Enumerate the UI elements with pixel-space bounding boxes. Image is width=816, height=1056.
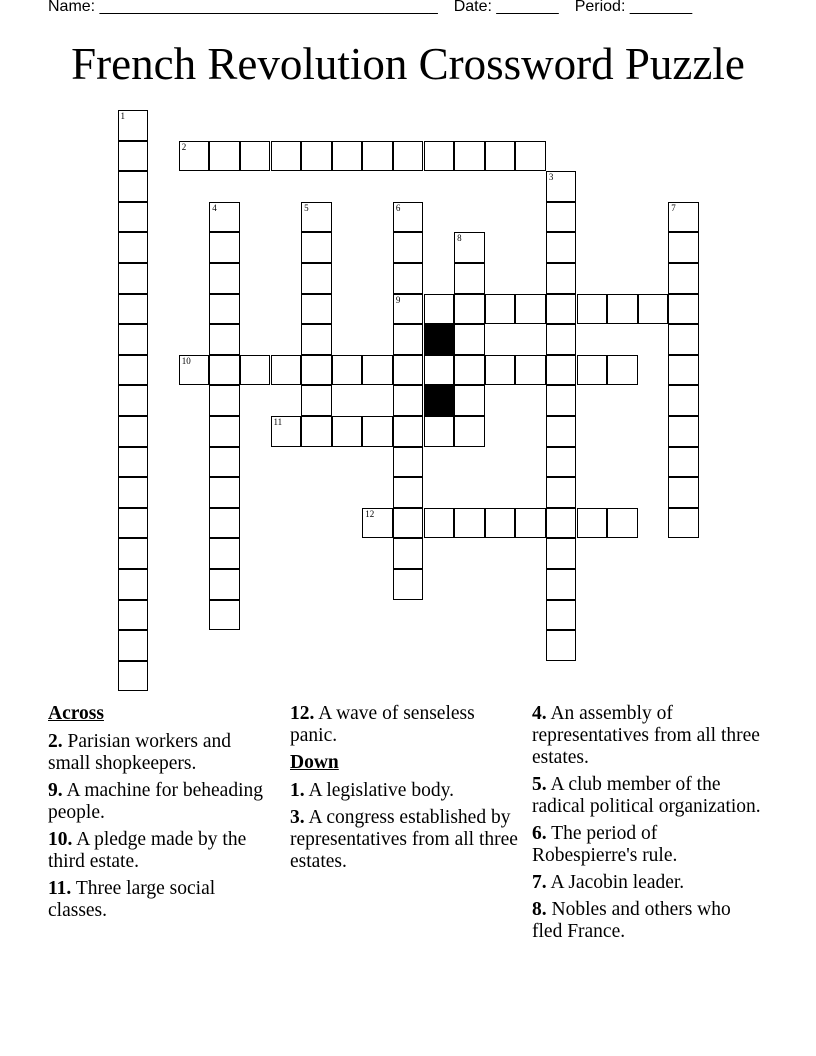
grid-cell[interactable] <box>668 294 699 325</box>
grid-cell[interactable] <box>240 355 271 386</box>
grid-cell[interactable] <box>424 294 455 325</box>
grid-cell[interactable] <box>362 416 393 447</box>
grid-cell[interactable] <box>515 355 546 386</box>
grid-cell[interactable] <box>546 416 577 447</box>
grid-cell[interactable] <box>393 447 424 478</box>
grid-cell[interactable] <box>301 294 332 325</box>
grid-cell[interactable] <box>424 141 455 172</box>
grid-cell[interactable] <box>118 477 149 508</box>
clue-number: 1 <box>120 111 125 121</box>
clue-across-9: 9. A machine for beheading people. <box>48 780 263 823</box>
grid-cell[interactable] <box>118 263 149 294</box>
clue-across-2: 2. Parisian workers and small shopkeepers. <box>48 731 232 774</box>
grid-cell[interactable] <box>271 141 302 172</box>
grid-cell[interactable] <box>454 263 485 294</box>
clue-number: 5 <box>304 202 309 213</box>
grid-cell[interactable] <box>118 324 149 355</box>
grid-cell[interactable] <box>577 355 608 386</box>
clue-number: 2 <box>181 141 187 152</box>
grid-cell[interactable] <box>301 324 332 355</box>
grid-cell[interactable] <box>454 355 485 386</box>
clue-down-3: 3. A congress established by representatives from all three estates. <box>290 807 518 872</box>
blocked-cell <box>424 385 455 416</box>
grid-cell[interactable] <box>546 477 577 508</box>
grid-cell[interactable] <box>118 569 149 600</box>
grid-cell[interactable] <box>546 600 577 631</box>
grid-cell[interactable] <box>362 508 393 539</box>
grid-cell[interactable] <box>393 324 424 355</box>
grid-cell[interactable] <box>485 355 516 386</box>
grid-cell[interactable] <box>271 416 302 447</box>
grid-cell[interactable] <box>454 385 485 416</box>
grid-cell[interactable] <box>332 141 363 172</box>
grid-cell[interactable] <box>638 294 669 325</box>
grid-cell[interactable] <box>332 355 363 386</box>
grid-cell[interactable] <box>393 141 424 172</box>
grid-cell[interactable] <box>209 416 240 447</box>
grid-cell[interactable] <box>546 263 577 294</box>
grid-cell[interactable] <box>393 294 424 325</box>
grid-cell[interactable] <box>454 141 485 172</box>
grid-cell[interactable] <box>271 355 302 386</box>
clue-column-1 <box>48 703 278 927</box>
clue-number: 3 <box>548 172 554 183</box>
grid-cell[interactable] <box>118 661 149 692</box>
grid-cell[interactable] <box>485 508 516 539</box>
clue-column-2 <box>290 703 520 878</box>
grid-cell[interactable] <box>668 508 699 539</box>
grid-cell[interactable] <box>118 141 149 172</box>
grid-cell[interactable] <box>209 600 240 631</box>
grid-cell[interactable] <box>668 355 699 386</box>
clue-column-3 <box>532 703 762 948</box>
grid-cell[interactable] <box>546 202 577 233</box>
grid-cell[interactable] <box>179 141 210 172</box>
clue-number: 9 <box>395 294 401 305</box>
grid-cell[interactable] <box>668 263 699 294</box>
clue-number: 8 <box>457 233 462 244</box>
grid-cell[interactable] <box>393 355 424 386</box>
grid-cell[interactable] <box>393 416 424 447</box>
grid-cell[interactable] <box>607 355 638 386</box>
grid-cell[interactable] <box>209 477 240 508</box>
grid-cell[interactable] <box>546 324 577 355</box>
grid-cell[interactable] <box>393 508 424 539</box>
grid-cell[interactable] <box>424 355 455 386</box>
clue-across-10: 10. A pledge made by the third estate. <box>48 829 247 872</box>
grid-cell[interactable] <box>301 141 332 172</box>
clue-down-4: 4. An assembly of representatives from all three estates. <box>532 703 760 768</box>
grid-cell[interactable] <box>209 447 240 478</box>
grid-cell[interactable] <box>362 355 393 386</box>
clue-down-5: 5. A club member of the radical political organization. <box>532 774 761 817</box>
grid-cell[interactable] <box>485 141 516 172</box>
grid-cell[interactable] <box>577 508 608 539</box>
grid-cell[interactable] <box>118 110 149 141</box>
grid-cell[interactable] <box>240 141 271 172</box>
grid-cell[interactable] <box>454 416 485 447</box>
grid-cell[interactable] <box>301 202 332 233</box>
grid-cell[interactable] <box>118 538 149 569</box>
grid-cell[interactable] <box>118 416 149 447</box>
grid-cell[interactable] <box>118 385 149 416</box>
puzzle-title: French Revolution Crossword Puzzle <box>71 39 745 89</box>
grid-cell[interactable] <box>301 232 332 263</box>
grid-cell[interactable] <box>301 385 332 416</box>
clue-number: 4 <box>212 202 217 213</box>
grid-cell[interactable] <box>118 447 149 478</box>
grid-cell[interactable] <box>209 355 240 386</box>
grid-cell[interactable] <box>668 324 699 355</box>
clue-down-1: 1. A legislative body. <box>290 780 454 801</box>
grid-cell[interactable] <box>424 416 455 447</box>
across-heading: Across <box>48 703 104 724</box>
grid-cell[interactable] <box>454 232 485 263</box>
grid-cell[interactable] <box>546 355 577 386</box>
grid-cell[interactable] <box>393 202 424 233</box>
clue-across-12: 12. A wave of senseless panic. <box>290 703 475 746</box>
grid-cell[interactable] <box>515 508 546 539</box>
blocked-cell <box>424 324 455 355</box>
grid-cell[interactable] <box>209 508 240 539</box>
grid-cell[interactable] <box>546 232 577 263</box>
grid-cell[interactable] <box>424 508 455 539</box>
clue-number: 10 <box>181 355 191 366</box>
grid-cell[interactable] <box>118 171 149 202</box>
clue-number: 7 <box>671 202 676 213</box>
grid-cell[interactable] <box>362 141 393 172</box>
grid-cell[interactable] <box>546 385 577 416</box>
grid-cell[interactable] <box>332 416 363 447</box>
grid-cell[interactable] <box>209 232 240 263</box>
grid-cell[interactable] <box>546 538 577 569</box>
grid-cell[interactable] <box>546 171 577 202</box>
clue-down-8: 8. Nobles and others who fled France. <box>532 899 731 942</box>
grid-cell[interactable] <box>301 416 332 447</box>
grid-cell[interactable] <box>393 477 424 508</box>
grid-cell[interactable] <box>118 508 149 539</box>
grid-cell[interactable] <box>668 447 699 478</box>
date-field[interactable]: Date: _______ <box>453 0 559 15</box>
grid-cell[interactable] <box>209 263 240 294</box>
grid-cell[interactable] <box>546 630 577 661</box>
clue-number: 6 <box>395 202 401 213</box>
grid-cell[interactable] <box>454 324 485 355</box>
clue-number: 11 <box>273 417 283 427</box>
grid-cell[interactable] <box>546 294 577 325</box>
grid-cell[interactable] <box>179 355 210 386</box>
grid-cell[interactable] <box>546 508 577 539</box>
grid-cell[interactable] <box>393 263 424 294</box>
down-heading: Down <box>290 752 339 773</box>
period-field[interactable]: Period: _______ <box>574 0 693 15</box>
grid-cell[interactable] <box>454 294 485 325</box>
grid-cell[interactable] <box>454 508 485 539</box>
grid-cell[interactable] <box>668 416 699 447</box>
grid-cell[interactable] <box>485 294 516 325</box>
grid-cell[interactable] <box>393 569 424 600</box>
grid-cell[interactable] <box>209 324 240 355</box>
grid-cell[interactable] <box>209 294 240 325</box>
grid-cell[interactable] <box>301 263 332 294</box>
grid-cell[interactable] <box>607 508 638 539</box>
name-field[interactable]: Name: ______________________________________ <box>48 0 438 15</box>
grid-cell[interactable] <box>301 355 332 386</box>
grid-cell[interactable] <box>209 141 240 172</box>
grid-cell[interactable] <box>118 600 149 631</box>
grid-cell[interactable] <box>668 477 699 508</box>
grid-cell[interactable] <box>393 385 424 416</box>
grid-cell[interactable] <box>515 141 546 172</box>
grid-cell[interactable] <box>668 385 699 416</box>
grid-cell[interactable] <box>209 538 240 569</box>
clue-number: 12 <box>365 508 375 519</box>
clue-across-11: 11. Three large social classes. <box>48 878 216 921</box>
grid-cell[interactable] <box>668 202 699 233</box>
grid-cell[interactable] <box>118 630 149 661</box>
clue-down-7: 7. A Jacobin leader. <box>532 872 685 893</box>
grid-cell[interactable] <box>209 202 240 233</box>
grid-cell[interactable] <box>209 569 240 600</box>
grid-cell[interactable] <box>393 538 424 569</box>
grid-cell[interactable] <box>118 202 149 233</box>
grid-cell[interactable] <box>393 232 424 263</box>
grid-cell[interactable] <box>118 355 149 386</box>
grid-cell[interactable] <box>577 294 608 325</box>
grid-cell[interactable] <box>607 294 638 325</box>
grid-cell[interactable] <box>546 447 577 478</box>
grid-cell[interactable] <box>118 294 149 325</box>
grid-cell[interactable] <box>209 385 240 416</box>
grid-cell[interactable] <box>668 232 699 263</box>
grid-cell[interactable] <box>118 232 149 263</box>
grid-cell[interactable] <box>546 569 577 600</box>
clue-down-6: 6. The period of Robespierre's rule. <box>532 823 678 866</box>
grid-cell[interactable] <box>515 294 546 325</box>
